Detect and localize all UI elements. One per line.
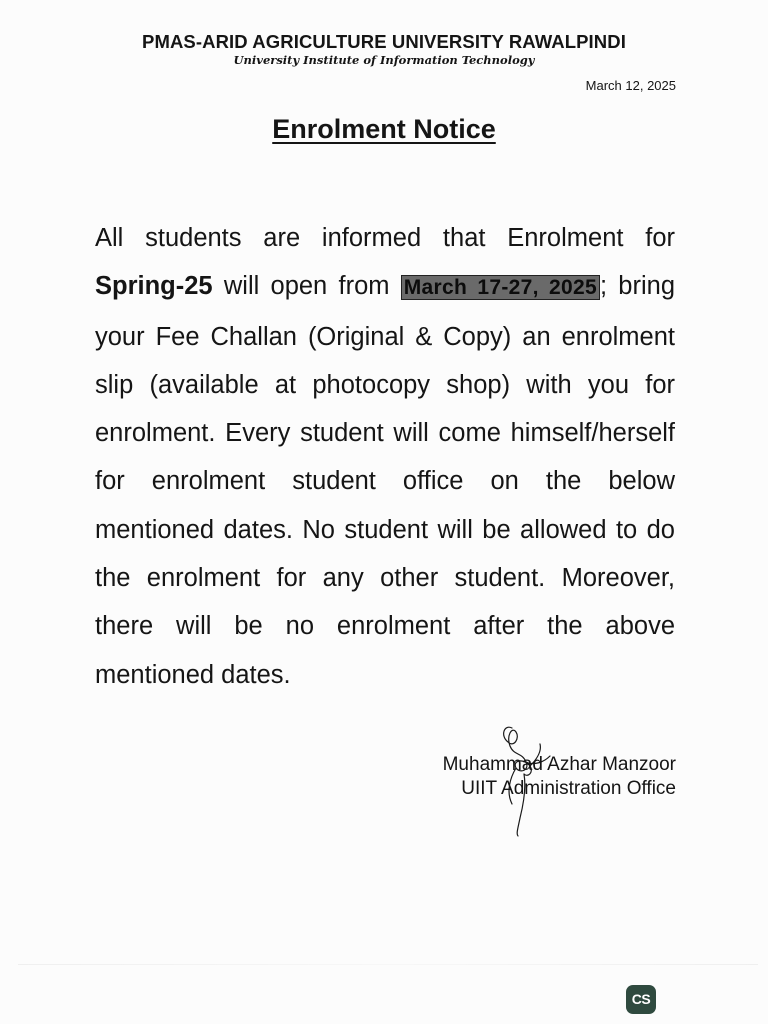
signatory-name: Muhammad Azhar Manzoor xyxy=(442,754,676,775)
scan-edge-divider xyxy=(18,964,758,965)
camscanner-logo-text: CS xyxy=(631,991,651,1007)
body-text-part2: will open from xyxy=(212,272,401,301)
university-name: PMAS-ARID AGRICULTURE UNIVERSITY RAWALPINDI xyxy=(142,31,626,52)
camscanner-logo xyxy=(626,985,656,1014)
highlighted-dates: March 17-27, 2025 xyxy=(401,275,600,300)
signature-block xyxy=(443,753,676,801)
notice-date: March 12, 2025 xyxy=(585,78,676,93)
notice-body xyxy=(95,214,675,699)
signatory-office: UIIT Administration Office xyxy=(461,778,676,799)
body-text-part1: All students are informed that Enrolment for xyxy=(95,224,675,252)
institute-name: University Institute of Information Technology xyxy=(233,53,535,67)
body-text-part3: ; bring your Fee Challan (Original & Copy) an enrolment slip (available at photocopy shop) with you for enrolment. Every student will come himself/herself for enrolment student office on the below mentioned dates. No student will be allowed to do the enrolment for any other student. Moreover, there will be no enrolment after the above mentioned dates. xyxy=(95,272,676,689)
semester-label: Spring-25 xyxy=(95,272,213,301)
notice-title: Enrolment Notice xyxy=(272,114,496,144)
